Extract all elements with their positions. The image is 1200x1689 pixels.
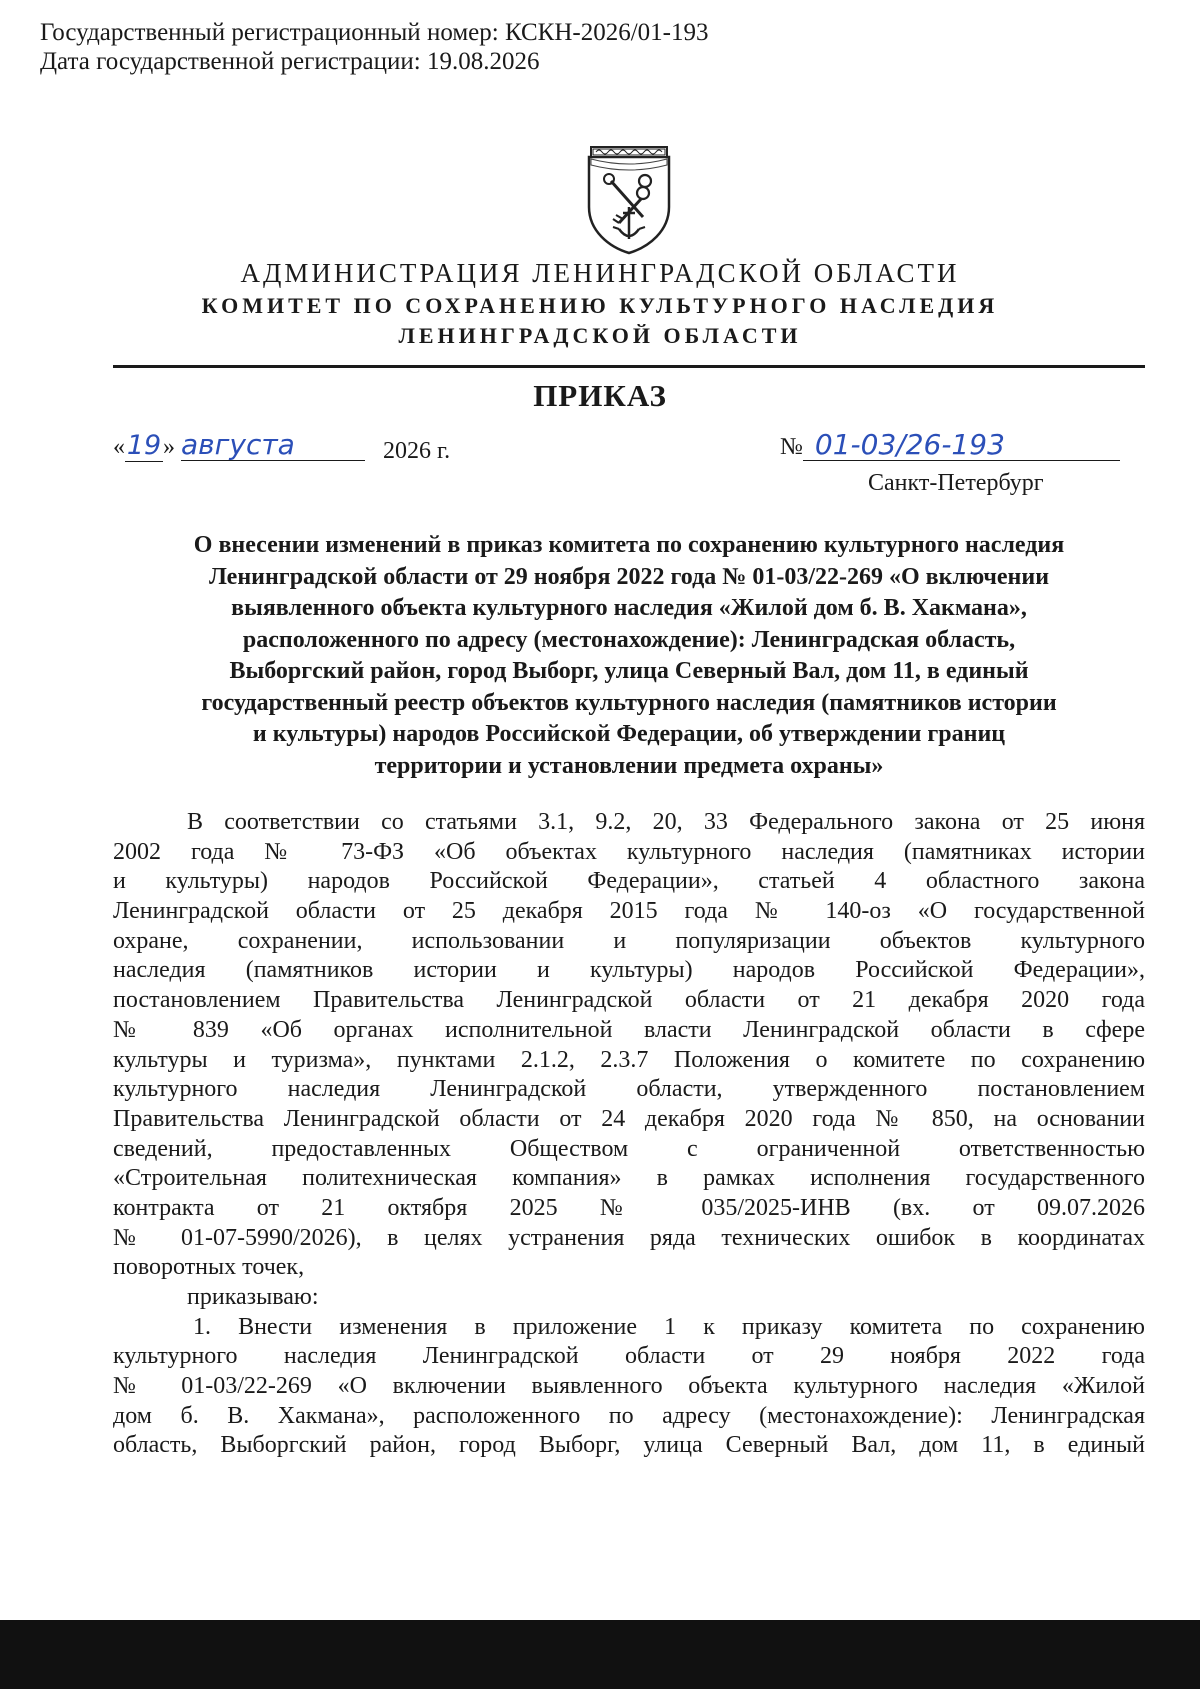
order-day: 19: [126, 430, 162, 461]
body-line: 1. Внести изменения в приложение 1 к приказу комитета по сохранению: [193, 1313, 1145, 1340]
body-line: охране, сохранении, использовании и популяризации объектов культурного: [113, 927, 1145, 954]
order-city: Санкт-Петербург: [868, 470, 1044, 496]
body-line: Правительства Ленинградской области от 24 декабря 2020 года № 850, на основании: [113, 1105, 1145, 1132]
body-line: культурного наследия Ленинградской области от 29 ноября 2022 года: [113, 1343, 1145, 1370]
number-sign: №: [780, 434, 803, 460]
administration-title: АДМИНИСТРАЦИЯ ЛЕНИНГРАДСКОЙ ОБЛАСТИ: [240, 258, 960, 288]
order-number-field: [780, 430, 1120, 461]
body-line: контракта от 21 октября 2025 № 035/2025-ИНВ (вх. от 09.07.2026: [113, 1194, 1145, 1221]
heading-line: и культуры) народов Российской Федерации, об утверждении границ: [252, 721, 1006, 747]
body-line: область, Выборгский район, город Выборг, улица Северный Вал, дом 11, в единый: [113, 1432, 1145, 1459]
body-line: 2002 года № 73-ФЗ «Об объектах культурного наследия (памятниках истории: [113, 838, 1145, 865]
heading-line: государственный реестр объектов культурного наследия (памятников истории: [201, 689, 1057, 716]
heading-line: выявленного объекта культурного наследия «Жилой дом б. В. Хакмана»,: [231, 595, 1027, 621]
body-line: № 839 «Об органах исполнительной власти Ленинградской области в сфере: [113, 1016, 1145, 1043]
body-line: и культуры) народов Российской Федерации», статьей 4 областного закона: [113, 868, 1145, 895]
order-date: [113, 430, 365, 462]
body-line: постановлением Правительства Ленинградской области от 21 декабря 2020 года: [113, 987, 1145, 1014]
order-heading: [113, 530, 1145, 782]
scan-footer-bar: [0, 1620, 1200, 1689]
order-number: 01-03/26-193: [803, 430, 1120, 461]
order-month: августа: [181, 430, 365, 461]
body-line: № 01-07-5990/2026), в целях устранения ряда технических ошибок в координатах: [113, 1224, 1145, 1251]
body-line: наследия (памятников истории и культуры) народов Российской Федерации»,: [113, 957, 1145, 984]
heading-line: Ленинградской области от 29 ноября 2022 года № 01-03/22-269 «О включении: [208, 563, 1050, 590]
registration-block: [40, 18, 709, 76]
order-year: 2026 г.: [383, 438, 451, 464]
order-title: ПРИКАЗ: [533, 378, 667, 413]
heading-line: территории и установлении предмета охраны»: [374, 752, 884, 779]
body-line: приказываю:: [187, 1284, 319, 1310]
registration-number: Государственный регистрационный номер: КСКН-2026/01-193: [40, 19, 709, 46]
committee-title-line-1: КОМИТЕТ ПО СОХРАНЕНИЮ КУЛЬТУРНОГО НАСЛЕДИЯ: [201, 293, 999, 318]
coat-of-arms-icon: [583, 143, 675, 255]
body-line: В соответствии со статьями 3.1, 9.2, 20, 33 Федерального закона от 25 июня: [187, 809, 1145, 835]
body-line: «Строительная политехническая компания» в рамках исполнения государственного: [113, 1165, 1145, 1192]
committee-title-line-2: ЛЕНИНГРАДСКОЙ ОБЛАСТИ: [398, 323, 802, 348]
body-line: № 01-03/22-269 «О включении выявленного объекта культурного наследия «Жилой: [113, 1373, 1145, 1400]
body-line: поворотных точек,: [113, 1254, 305, 1281]
body-line: дом б. В. Хакмана», расположенного по адресу (местонахождение): Ленинградская: [113, 1402, 1145, 1429]
body-line: культуры и туризма», пунктами 2.1.2, 2.3.7 Положения о комитете по сохранению: [113, 1046, 1145, 1073]
heading-line: расположенного по адресу (местонахождение): Ленинградская область,: [242, 626, 1016, 653]
date-quote-close: »: [163, 434, 175, 460]
header-divider: [113, 365, 1145, 368]
date-quote-open: «: [113, 434, 125, 460]
heading-line: Выборгский район, город Выборг, улица Северный Вал, дом 11, в единый: [229, 658, 1029, 684]
body-line: культурного наследия Ленинградской области, утвержденного постановлением: [113, 1076, 1145, 1103]
body-line: Ленинградской области от 25 декабря 2015 года № 140-оз «О государственной: [113, 898, 1145, 925]
committee-title: [0, 291, 1200, 351]
heading-line: О внесении изменений в приказ комитета по сохранению культурного наследия: [193, 532, 1065, 558]
order-body: [113, 808, 1145, 1461]
registration-date: Дата государственной регистрации: 19.08.2026: [40, 48, 540, 75]
body-line: сведений, предоставленных Обществом с ограниченной ответственностью: [113, 1135, 1145, 1162]
